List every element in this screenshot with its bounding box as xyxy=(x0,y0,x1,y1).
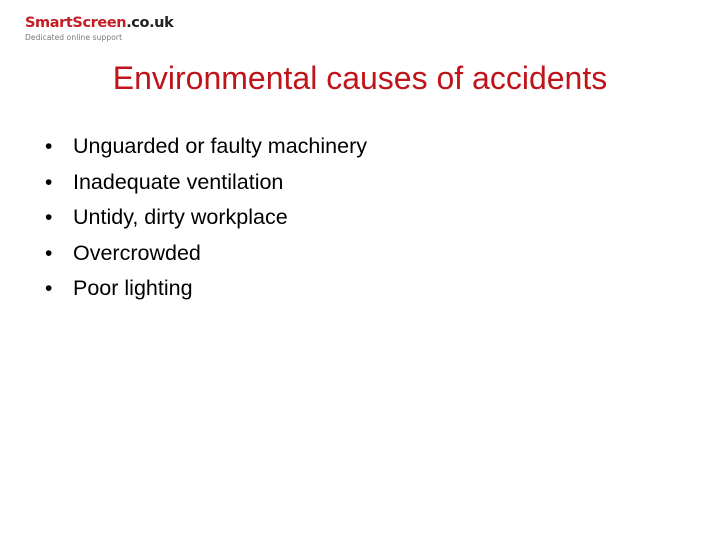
logo-wordmark xyxy=(25,16,173,31)
smartscreen-logo xyxy=(25,16,173,41)
list-item-text: Unguarded or faulty machinery xyxy=(73,134,367,158)
bullet-dot-icon: • xyxy=(45,170,53,194)
bullet-dot-icon: • xyxy=(45,277,53,300)
list-item-text: Overcrowded xyxy=(73,240,201,265)
logo-domain: .co.uk xyxy=(126,15,174,31)
logo-brand: SmartScreen xyxy=(25,15,127,31)
slide-title: Environmental causes of accidents xyxy=(112,60,608,96)
bullet-dot-icon: • xyxy=(45,206,53,229)
bullet-dot-icon: • xyxy=(45,241,53,265)
list-item xyxy=(45,276,367,312)
list-item-text: Inadequate ventilation xyxy=(73,169,284,194)
list-item xyxy=(45,134,367,170)
list-item xyxy=(45,205,367,241)
logo-tagline: Dedicated online support xyxy=(25,32,123,42)
bullet-list xyxy=(45,134,367,312)
list-item xyxy=(45,170,367,206)
list-item-text: Poor lighting xyxy=(73,276,193,300)
list-item-text: Untidy, dirty workplace xyxy=(73,205,288,229)
bullet-dot-icon: • xyxy=(45,135,53,158)
list-item xyxy=(45,241,367,277)
